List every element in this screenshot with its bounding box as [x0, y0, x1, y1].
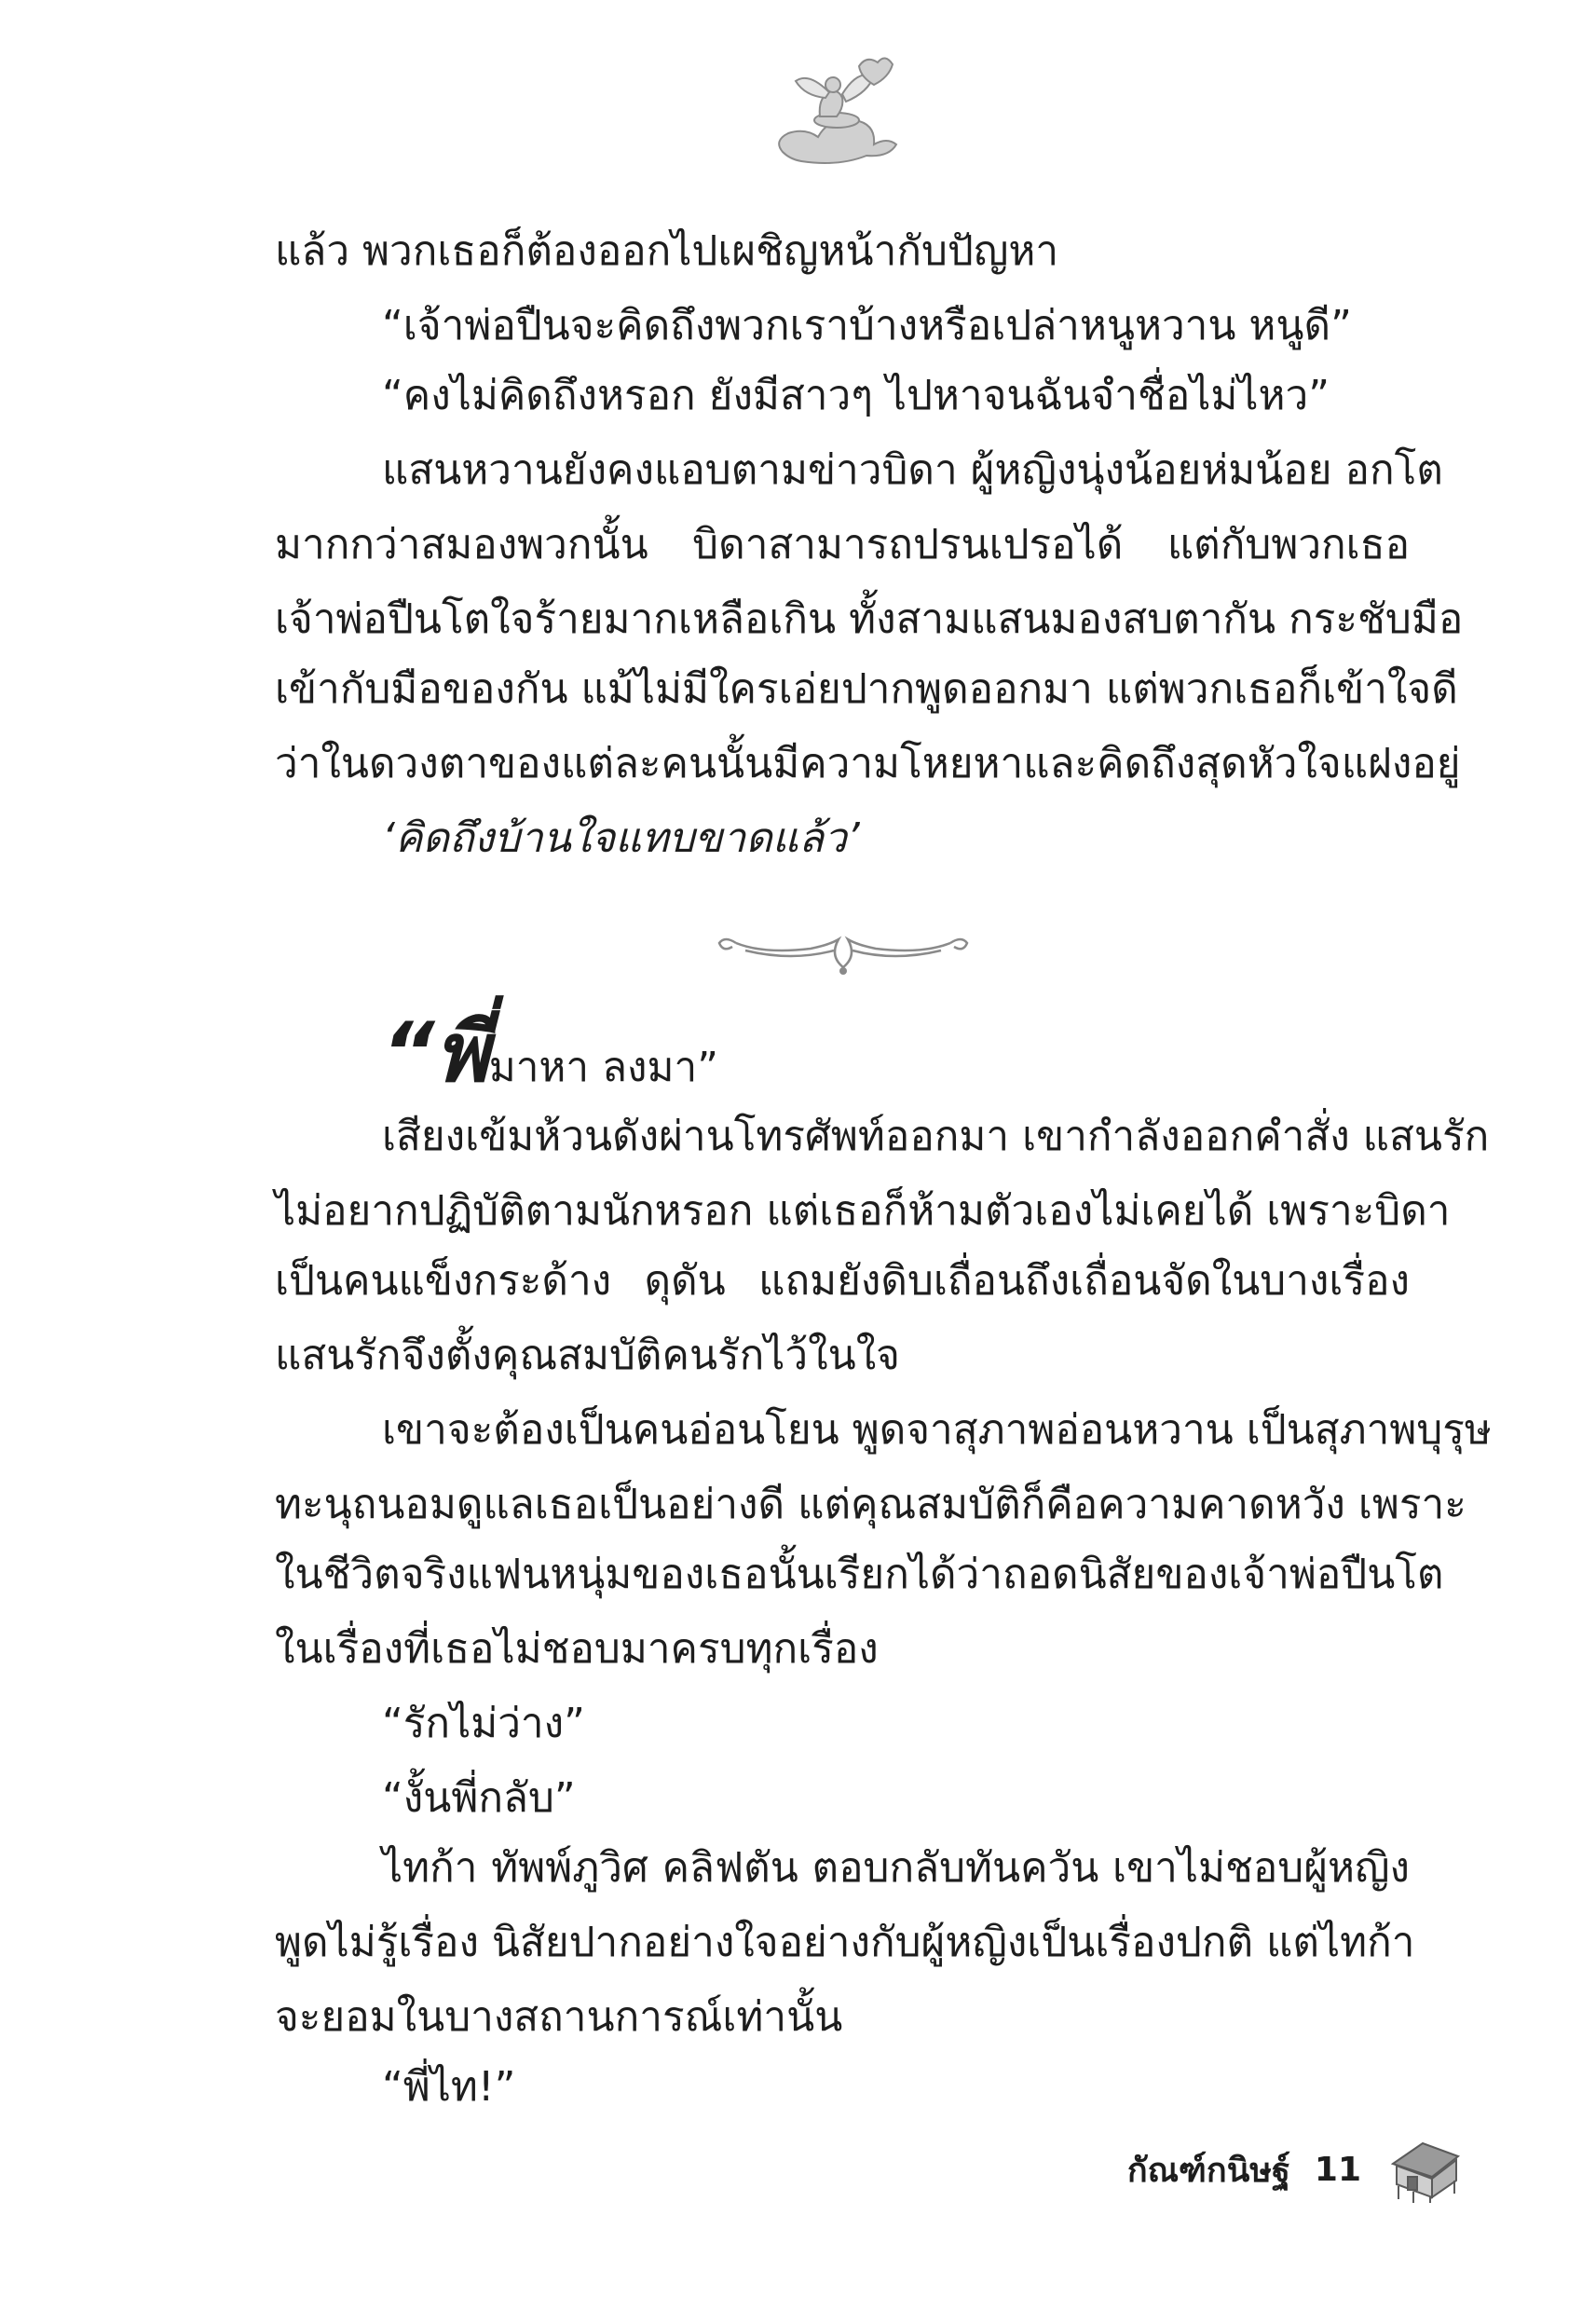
paragraph-first-line: แสนหวานยังคงแอบตามข่าวบิดา ผู้หญิงนุ่งน้อยห่มน้อย อกโต — [382, 446, 1443, 494]
dialogue-line: “งั้นพี่กลับ” — [382, 1774, 576, 1822]
page-footer — [1127, 2141, 1466, 2197]
house-icon — [1385, 2136, 1466, 2203]
dropcap-rest: มาหา ลงมา” — [488, 1044, 719, 1091]
paragraph-first-line: เขาจะต้องเป็นคนอ่อนโยน พูดจาสุภาพอ่อนหวาน เป็นสุภาพบุรุษ — [382, 1406, 1492, 1454]
text-line: เป็นคนแข็งกระด้าง ดุดัน แถมยังดิบเถื่อนถึงเถื่อนจัดในบางเรื่อง — [275, 1257, 1410, 1305]
text-line: พูดไม่รู้เรื่อง นิสัยปากอย่างใจอย่างกับผู้หญิงเป็นเรื่องปกติ แต่ไทก้า — [275, 1919, 1415, 1966]
teapot-cupid-icon — [764, 51, 904, 172]
dialogue-line: “เจ้าพ่อปืนจะคิดถึงพวกเราบ้างหรือเปล่าหนูหวาน หนูดี” — [382, 302, 1352, 349]
paragraph-first-line: ไทก้า ทัพพ์ภูวิศ คลิฟตัน ตอบกลับทันควัน เขาไม่ชอบผู้หญิง — [382, 1844, 1410, 1892]
text-line: ไม่อยากปฏิบัติตามนักหรอก แต่เธอก็ห้ามตัวเองไม่เคยได้ เพราะบิดา — [275, 1187, 1451, 1235]
paragraph-first-line: เสียงเข้มห้วนดังผ่านโทรศัพท์ออกมา เขากำลังออกคำสั่ง แสนรัก — [382, 1113, 1490, 1160]
thought-line: ‘คิดถึงบ้านใจแทบขาดแล้ว’ — [382, 814, 860, 862]
text-line: แล้ว พวกเธอก็ต้องออกไปเผชิญหน้ากับปัญหา — [275, 227, 1059, 275]
text-line: แสนรักจึงตั้งคุณสมบัติคนรักไว้ในใจ — [275, 1332, 900, 1379]
text-line: ในชีวิตจริงแฟนหนุ่มของเธอนั้นเรียกได้ว่าถอดนิสัยของเจ้าพ่อปืนโต — [275, 1551, 1444, 1598]
text-line: จะยอมในบางสถานการณ์เท่านั้น — [275, 1993, 843, 2041]
text-line: ทะนุถนอมดูแลเธอเป็นอย่างดี แต่คุณสมบัติก็คือความคาดหวัง เพราะ — [275, 1481, 1466, 1528]
text-line: เข้ากับมือของกัน แม้ไม่มีใครเอ่ยปากพูดออกมา แต่พวกเธอก็เข้าใจดี — [275, 665, 1458, 713]
dropcap-line — [382, 1002, 718, 1114]
dialogue-line: “พี่ไท!” — [382, 2063, 516, 2111]
text-line: เจ้าพ่อปืนโตใจร้ายมากเหลือเกิน ทั้งสามแสนมองสบตากัน กระชับมือ — [275, 595, 1464, 643]
flourish-divider-icon — [708, 923, 978, 978]
dropcap: “พี่ — [382, 1005, 489, 1101]
page-number: 11 — [1314, 2150, 1361, 2189]
text-line: มากกว่าสมองพวกนั้น บิดาสามารถปรนเปรอได้ แต่กับพวกเธอ — [275, 521, 1410, 568]
book-title: กัณฑ์กนิษฐ์ — [1126, 2151, 1290, 2190]
text-line: ว่าในดวงตาของแต่ละคนนั้นมีความโหยหาและคิดถึงสุดหัวใจแฝงอยู่ — [275, 740, 1461, 787]
text-line: ในเรื่องที่เธอไม่ชอบมาครบทุกเรื่อง — [275, 1625, 879, 1673]
dialogue-line: “รักไม่ว่าง” — [382, 1700, 585, 1747]
dialogue-line: “คงไม่คิดถึงหรอก ยังมีสาวๆ ไปหาจนฉันจำชื่อไม่ไหว” — [382, 372, 1330, 419]
